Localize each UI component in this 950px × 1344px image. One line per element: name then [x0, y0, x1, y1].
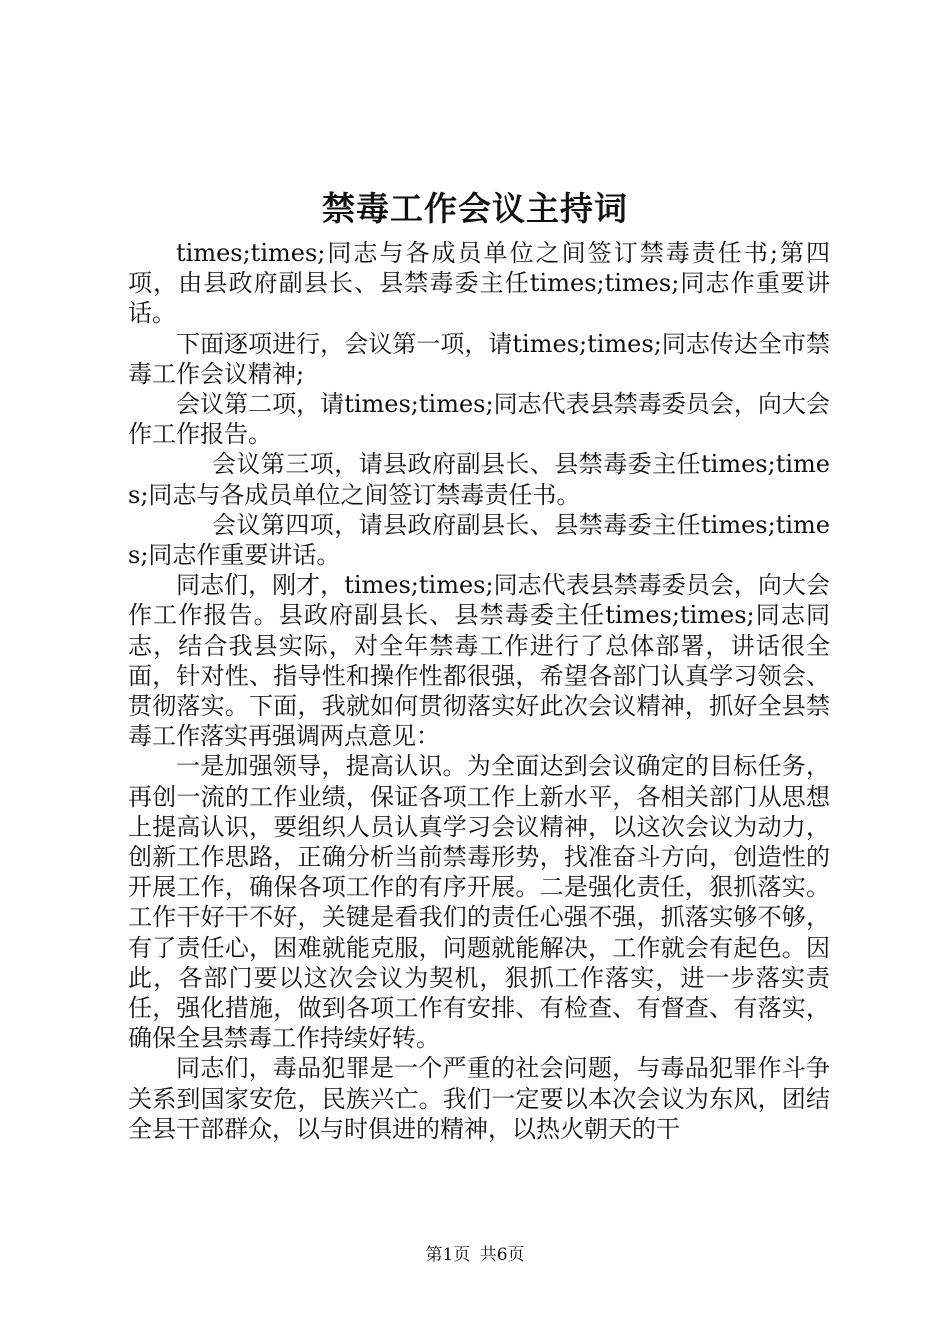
paragraph: 一是加强领导，提高认识。为全面达到会议确定的目标任务，再创一流的工作业绩，保证各项工作上新水平，各相关部门从思想上提高认识，要组织人员认真学习会议精神，以这次会议为动力，创新工作思路，正确分析当前禁毒形势，找准奋斗方向，创造性的开展工作，确保各项工作的有序开展。二是强化责任，狠抓落实。工作干好干不好，关键是看我们的责任心强不强，抓落实够不够，有了责任心，困难就能克服，问题就能解决，工作就会有起色。因此，各部门要以这次会议为契机，狠抓工作落实，进一步落实责任，强化措施，做到各项工作有安排、有检查、有督查、有落实，确保全县禁毒工作持续好转。 [128, 752, 830, 1053]
paragraph: 下面逐项进行，会议第一项，请times;times;同志传达全市禁毒工作会议精神; [128, 329, 830, 388]
paragraph: 会议第三项，请县政府副县长、县禁毒委主任times;times;同志与各成员单位之间签订禁毒责任书。 [128, 450, 830, 509]
page-footer [0, 1243, 950, 1267]
paragraph: 会议第四项，请县政府副县长、县禁毒委主任times;times;同志作重要讲话。 [128, 510, 830, 570]
page-total: 共6页 [479, 1245, 525, 1265]
paragraph: 同志们，毒品犯罪是一个严重的社会问题，与毒品犯罪作斗争关系到国家安危，民族兴亡。我们一定要以本次会议为东风，团结全县干部群众，以与时俱进的精神，以热火朝天的干 [128, 1054, 830, 1143]
page-number: 第1页 [425, 1245, 471, 1265]
paragraph: 会议第二项，请times;times;同志代表县禁毒委员会，向大会作工作报告。 [128, 390, 830, 449]
document-body [128, 238, 830, 1144]
paragraph: 同志们，刚才，times;times;同志代表县禁毒委员会，向大会作工作报告。县政府副县长、县禁毒委主任times;times;同志同志，结合我县实际，对全年禁毒工作进行了总体部署，讲话很全面，针对性、指导性和操作性都很强，希望各部门认真学习领会、贯彻落实。下面，我就如何贯彻落实好此次会议精神，抓好全县禁毒工作落实再强调两点意见： [128, 571, 830, 751]
document-title: 禁毒工作会议主持词 [322, 189, 628, 228]
paragraph: times;times;同志与各成员单位之间签订禁毒责任书;第四项，由县政府副县长、县禁毒委主任times;times;同志作重要讲话。 [128, 239, 830, 328]
